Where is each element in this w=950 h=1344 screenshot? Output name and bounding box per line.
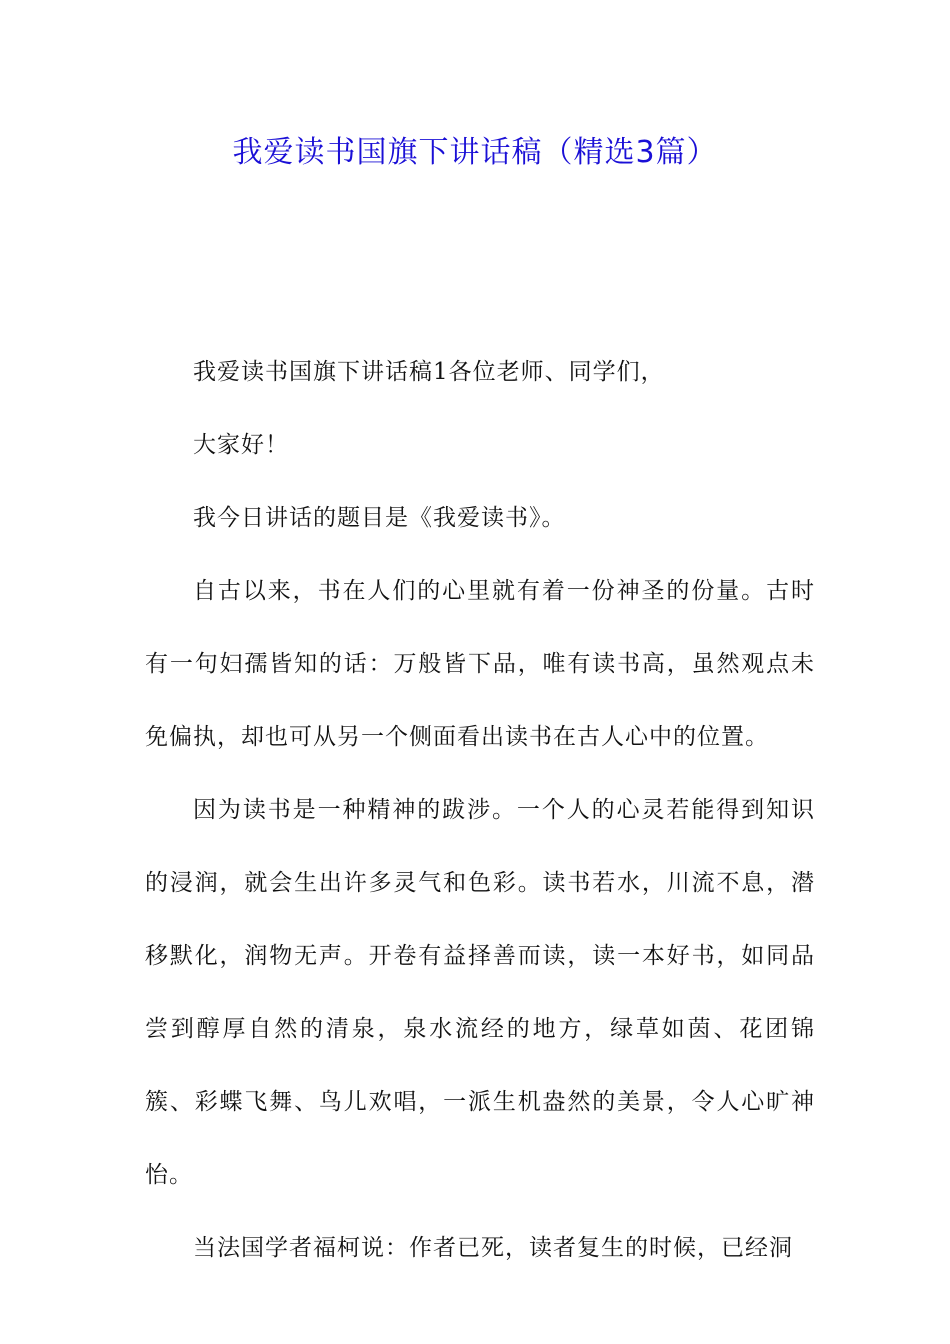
document-body	[145, 336, 815, 1285]
paragraph-foucault: 当法国学者福柯说：作者已死，读者复生的时候，已经洞	[193, 1235, 793, 1261]
paragraph-spiritual-journey: 因为读书是一种精神的跋涉。一个人的心灵若能得到知识的浸润，就会生出许多灵气和色彩。读书若水，川流不息，潜移默化，润物无声。开卷有益择善而读，读一本好书，如同品尝到醇厚自然的清泉，泉水流经的地方，绿草如茵、花团锦簇、彩蝶飞舞、鸟儿欢唱，一派生机盎然的美景，令人心旷神怡。	[145, 797, 815, 1188]
page-title: 我爱读书国旗下讲话稿（精选3篇）	[232, 135, 718, 170]
paragraph-topic: 我今日讲话的题目是《我爱读书》。	[193, 505, 566, 531]
paragraph-ancient-view: 自古以来，书在人们的心里就有着一份神圣的份量。古时有一句妇孺皆知的话：万般皆下品，唯有读书高，虽然观点未免偏执，却也可从另一个侧面看出读书在古人心中的位置。	[145, 578, 815, 750]
paragraph-greeting-line: 我爱读书国旗下讲话稿1各位老师、同学们，	[193, 359, 665, 385]
paragraph-hello: 大家好！	[193, 432, 289, 458]
